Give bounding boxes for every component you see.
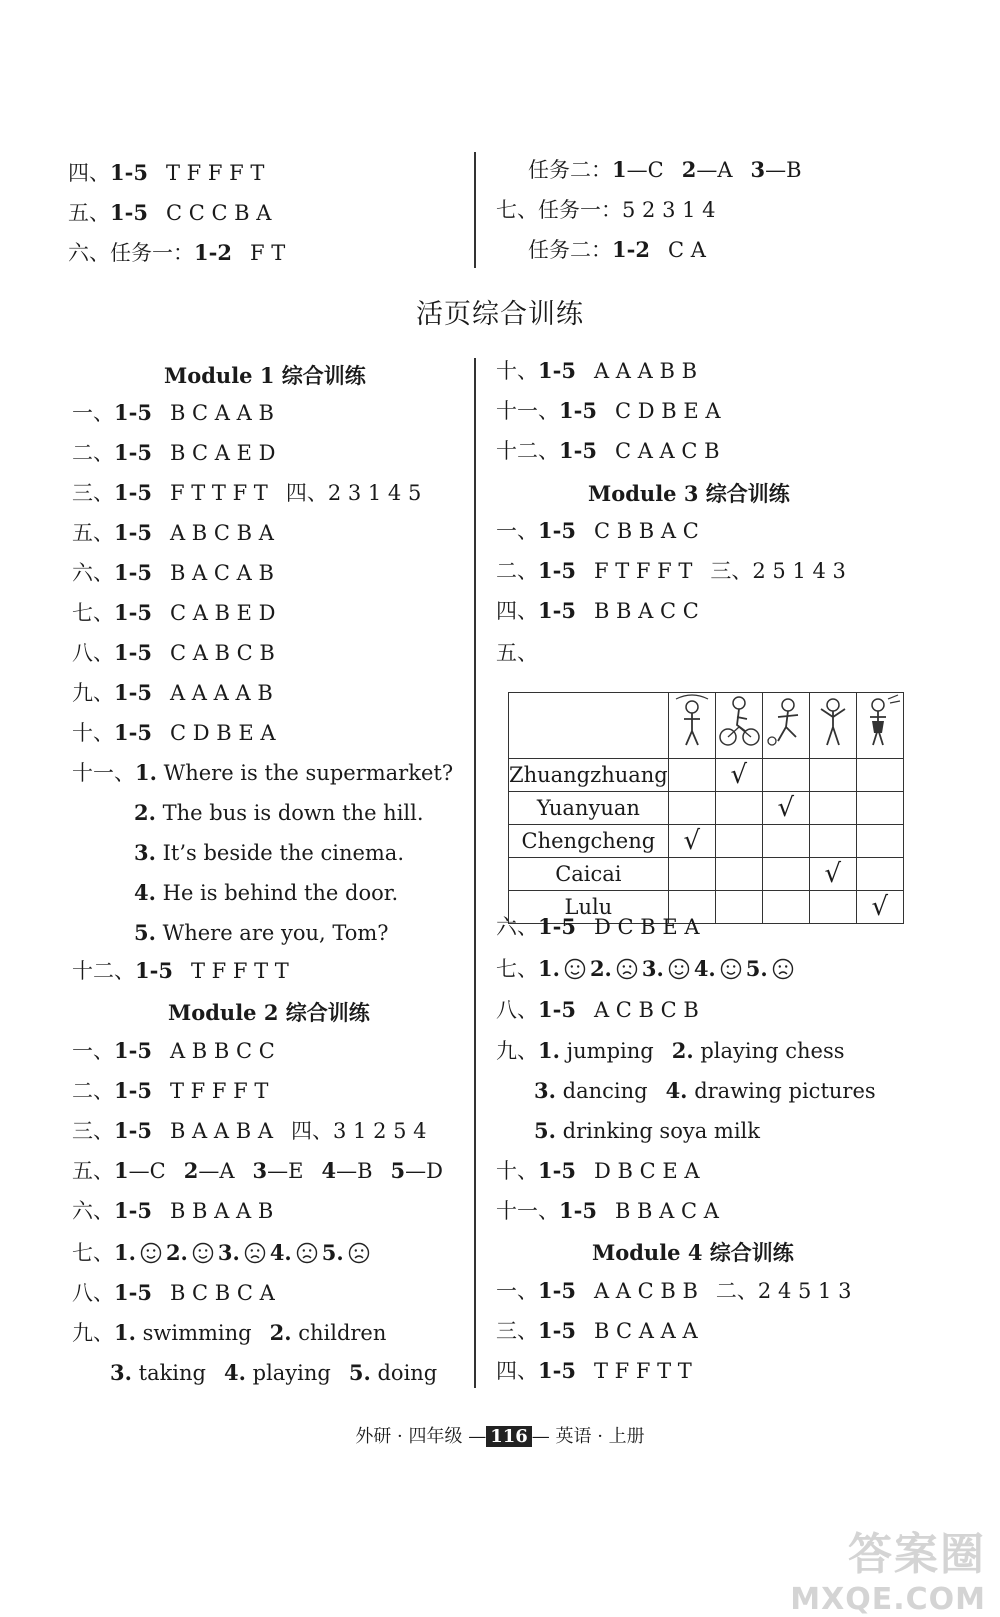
answer-line: 五、1-5 A B C B A	[72, 520, 274, 545]
empty-cell	[809, 792, 856, 825]
watermark-logo: 答案圈 MXQE.COM	[790, 1529, 986, 1617]
happy-face-icon	[192, 1242, 214, 1264]
empty-cell	[856, 825, 903, 858]
student-name: Yuanyuan	[509, 792, 669, 825]
empty-cell	[762, 825, 809, 858]
face-answer-line: 七、1. 2. 3. 4. 5.	[496, 956, 798, 982]
answer-line: 3. It’s beside the cinema.	[134, 840, 405, 865]
happy-face-icon	[140, 1242, 162, 1264]
answer-line: 2. The bus is down the hill.	[134, 800, 424, 825]
answer-line: 九、1. swimming 2. children	[72, 1320, 387, 1345]
empty-cell	[809, 891, 856, 924]
empty-cell	[809, 759, 856, 792]
sad-face-icon	[772, 958, 794, 980]
answer-line: 十、1-5 A A A B B	[496, 358, 698, 383]
answer-line: 六、1-5 B A C A B	[72, 560, 274, 585]
empty-cell	[715, 825, 762, 858]
answer-line: 五、1-5 C C C B A	[68, 200, 272, 225]
empty-cell	[715, 792, 762, 825]
module-3-heading: Module 3 综合训练	[588, 481, 790, 506]
module-1-heading: Module 1 综合训练	[164, 363, 366, 388]
happy-face-icon	[668, 958, 690, 980]
answer-line: 4. He is behind the door.	[134, 880, 399, 905]
answer-line: 5. Where are you, Tom?	[134, 920, 389, 945]
answer-line: 七、任务一：5 2 3 1 4	[496, 198, 716, 222]
singing-figure-icon	[856, 693, 903, 759]
answer-line: 三、1-5 F T T F T 四、2 3 1 4 5	[72, 480, 422, 505]
answer-line: 二、1-5 F T F F T 三、2 5 1 4 3	[496, 558, 846, 583]
table-row	[509, 792, 904, 825]
check-mark: √	[809, 858, 856, 891]
page-number: 116	[486, 1426, 532, 1447]
answer-line: 一、1-5 A A C B B 二、2 4 5 1 3	[496, 1278, 852, 1303]
football-figure-icon	[762, 693, 809, 759]
answer-line: 3. dancing 4. drawing pictures	[534, 1078, 876, 1103]
section-title: 活页综合训练	[416, 299, 584, 330]
answer-line: 八、1-5 B C B C A	[72, 1280, 275, 1305]
answer-line: 十一、1-5 B B A C A	[496, 1198, 719, 1223]
happy-face-icon	[564, 958, 586, 980]
answer-line: 四、1-5 T F F F T	[68, 160, 265, 185]
table-row	[509, 858, 904, 891]
answer-line: 五、1—C 2—A 3—E 4—B 5—D	[72, 1158, 443, 1183]
cycling-figure-icon	[715, 693, 762, 759]
student-name: Lulu	[509, 891, 669, 924]
answer-line: 十、1-5 C D B E A	[72, 720, 276, 745]
module-2-heading: Module 2 综合训练	[168, 1000, 370, 1025]
answer-line: 三、1-5 B C A A A	[496, 1318, 698, 1343]
answer-line: 三、1-5 B A A B A 四、3 1 2 5 4	[72, 1118, 427, 1143]
answer-line: 十一、1. Where is the supermarket?	[72, 760, 454, 785]
answer-line: 四、1-5 T F F T T	[496, 1358, 692, 1383]
answer-line: 六、任务一：1-2 F T	[68, 240, 286, 265]
answer-line: 任务二：1—C 2—A 3—B	[528, 157, 802, 182]
answer-line: 六、1-5 D C B E A	[496, 914, 700, 939]
empty-cell	[762, 891, 809, 924]
face-answer-line: 七、1. 2. 3. 4. 5.	[72, 1240, 374, 1266]
answer-line: 九、1-5 A A A A B	[72, 680, 273, 705]
empty-cell	[715, 891, 762, 924]
table-corner-cell	[509, 693, 669, 759]
answer-line: 八、1-5 A C B C B	[496, 997, 699, 1022]
sad-face-icon	[348, 1242, 370, 1264]
empty-cell	[809, 825, 856, 858]
sad-face-icon	[616, 958, 638, 980]
student-name: Zhuangzhuang	[509, 759, 669, 792]
empty-cell	[668, 759, 715, 792]
answer-line: 十二、1-5 T F F T T	[72, 958, 289, 983]
check-mark: √	[715, 759, 762, 792]
empty-cell	[762, 858, 809, 891]
question-label: 五、	[496, 641, 538, 665]
answer-line: 八、1-5 C A B C B	[72, 640, 275, 665]
column-divider-main	[474, 358, 476, 1388]
answer-line: 一、1-5 A B B C C	[72, 1038, 275, 1063]
answer-line: 二、1-5 B C A E D	[72, 440, 276, 465]
answer-line: 3. taking 4. playing 5. doing	[110, 1360, 438, 1385]
answer-line: 十一、1-5 C D B E A	[496, 398, 721, 423]
answer-line: 一、1-5 B C A A B	[72, 400, 274, 425]
empty-cell	[715, 858, 762, 891]
answer-line: 任务二：1-2 C A	[528, 237, 706, 262]
check-mark: √	[668, 825, 715, 858]
empty-cell	[668, 858, 715, 891]
empty-cell	[856, 759, 903, 792]
answer-line: 四、1-5 B B A C C	[496, 598, 699, 623]
sad-face-icon	[244, 1242, 266, 1264]
student-name: Chengcheng	[509, 825, 669, 858]
answer-line: 5. drinking soya milk	[534, 1118, 760, 1143]
table-row	[509, 825, 904, 858]
table-row	[509, 759, 904, 792]
check-mark: √	[762, 792, 809, 825]
empty-cell	[762, 759, 809, 792]
activity-table	[508, 692, 904, 924]
dancing-figure-icon	[809, 693, 856, 759]
answer-line: 十二、1-5 C A A C B	[496, 438, 720, 463]
page-footer: 外研 · 四年级 — 116 — 英语 · 上册	[355, 1426, 645, 1447]
column-divider-top	[474, 152, 476, 268]
module-4-heading: Module 4 综合训练	[592, 1240, 794, 1265]
empty-cell	[668, 792, 715, 825]
empty-cell	[856, 792, 903, 825]
sad-face-icon	[296, 1242, 318, 1264]
answer-line: 十、1-5 D B C E A	[496, 1158, 700, 1183]
student-name: Caicai	[509, 858, 669, 891]
happy-face-icon	[720, 958, 742, 980]
answer-line: 二、1-5 T F F F T	[72, 1078, 269, 1103]
answer-line: 七、1-5 C A B E D	[72, 600, 276, 625]
check-mark: √	[856, 891, 903, 924]
answer-line: 一、1-5 C B B A C	[496, 518, 699, 543]
skipping-figure-icon	[668, 693, 715, 759]
answer-line: 九、1. jumping 2. playing chess	[496, 1038, 845, 1063]
empty-cell	[856, 858, 903, 891]
answer-line: 六、1-5 B B A A B	[72, 1198, 274, 1223]
